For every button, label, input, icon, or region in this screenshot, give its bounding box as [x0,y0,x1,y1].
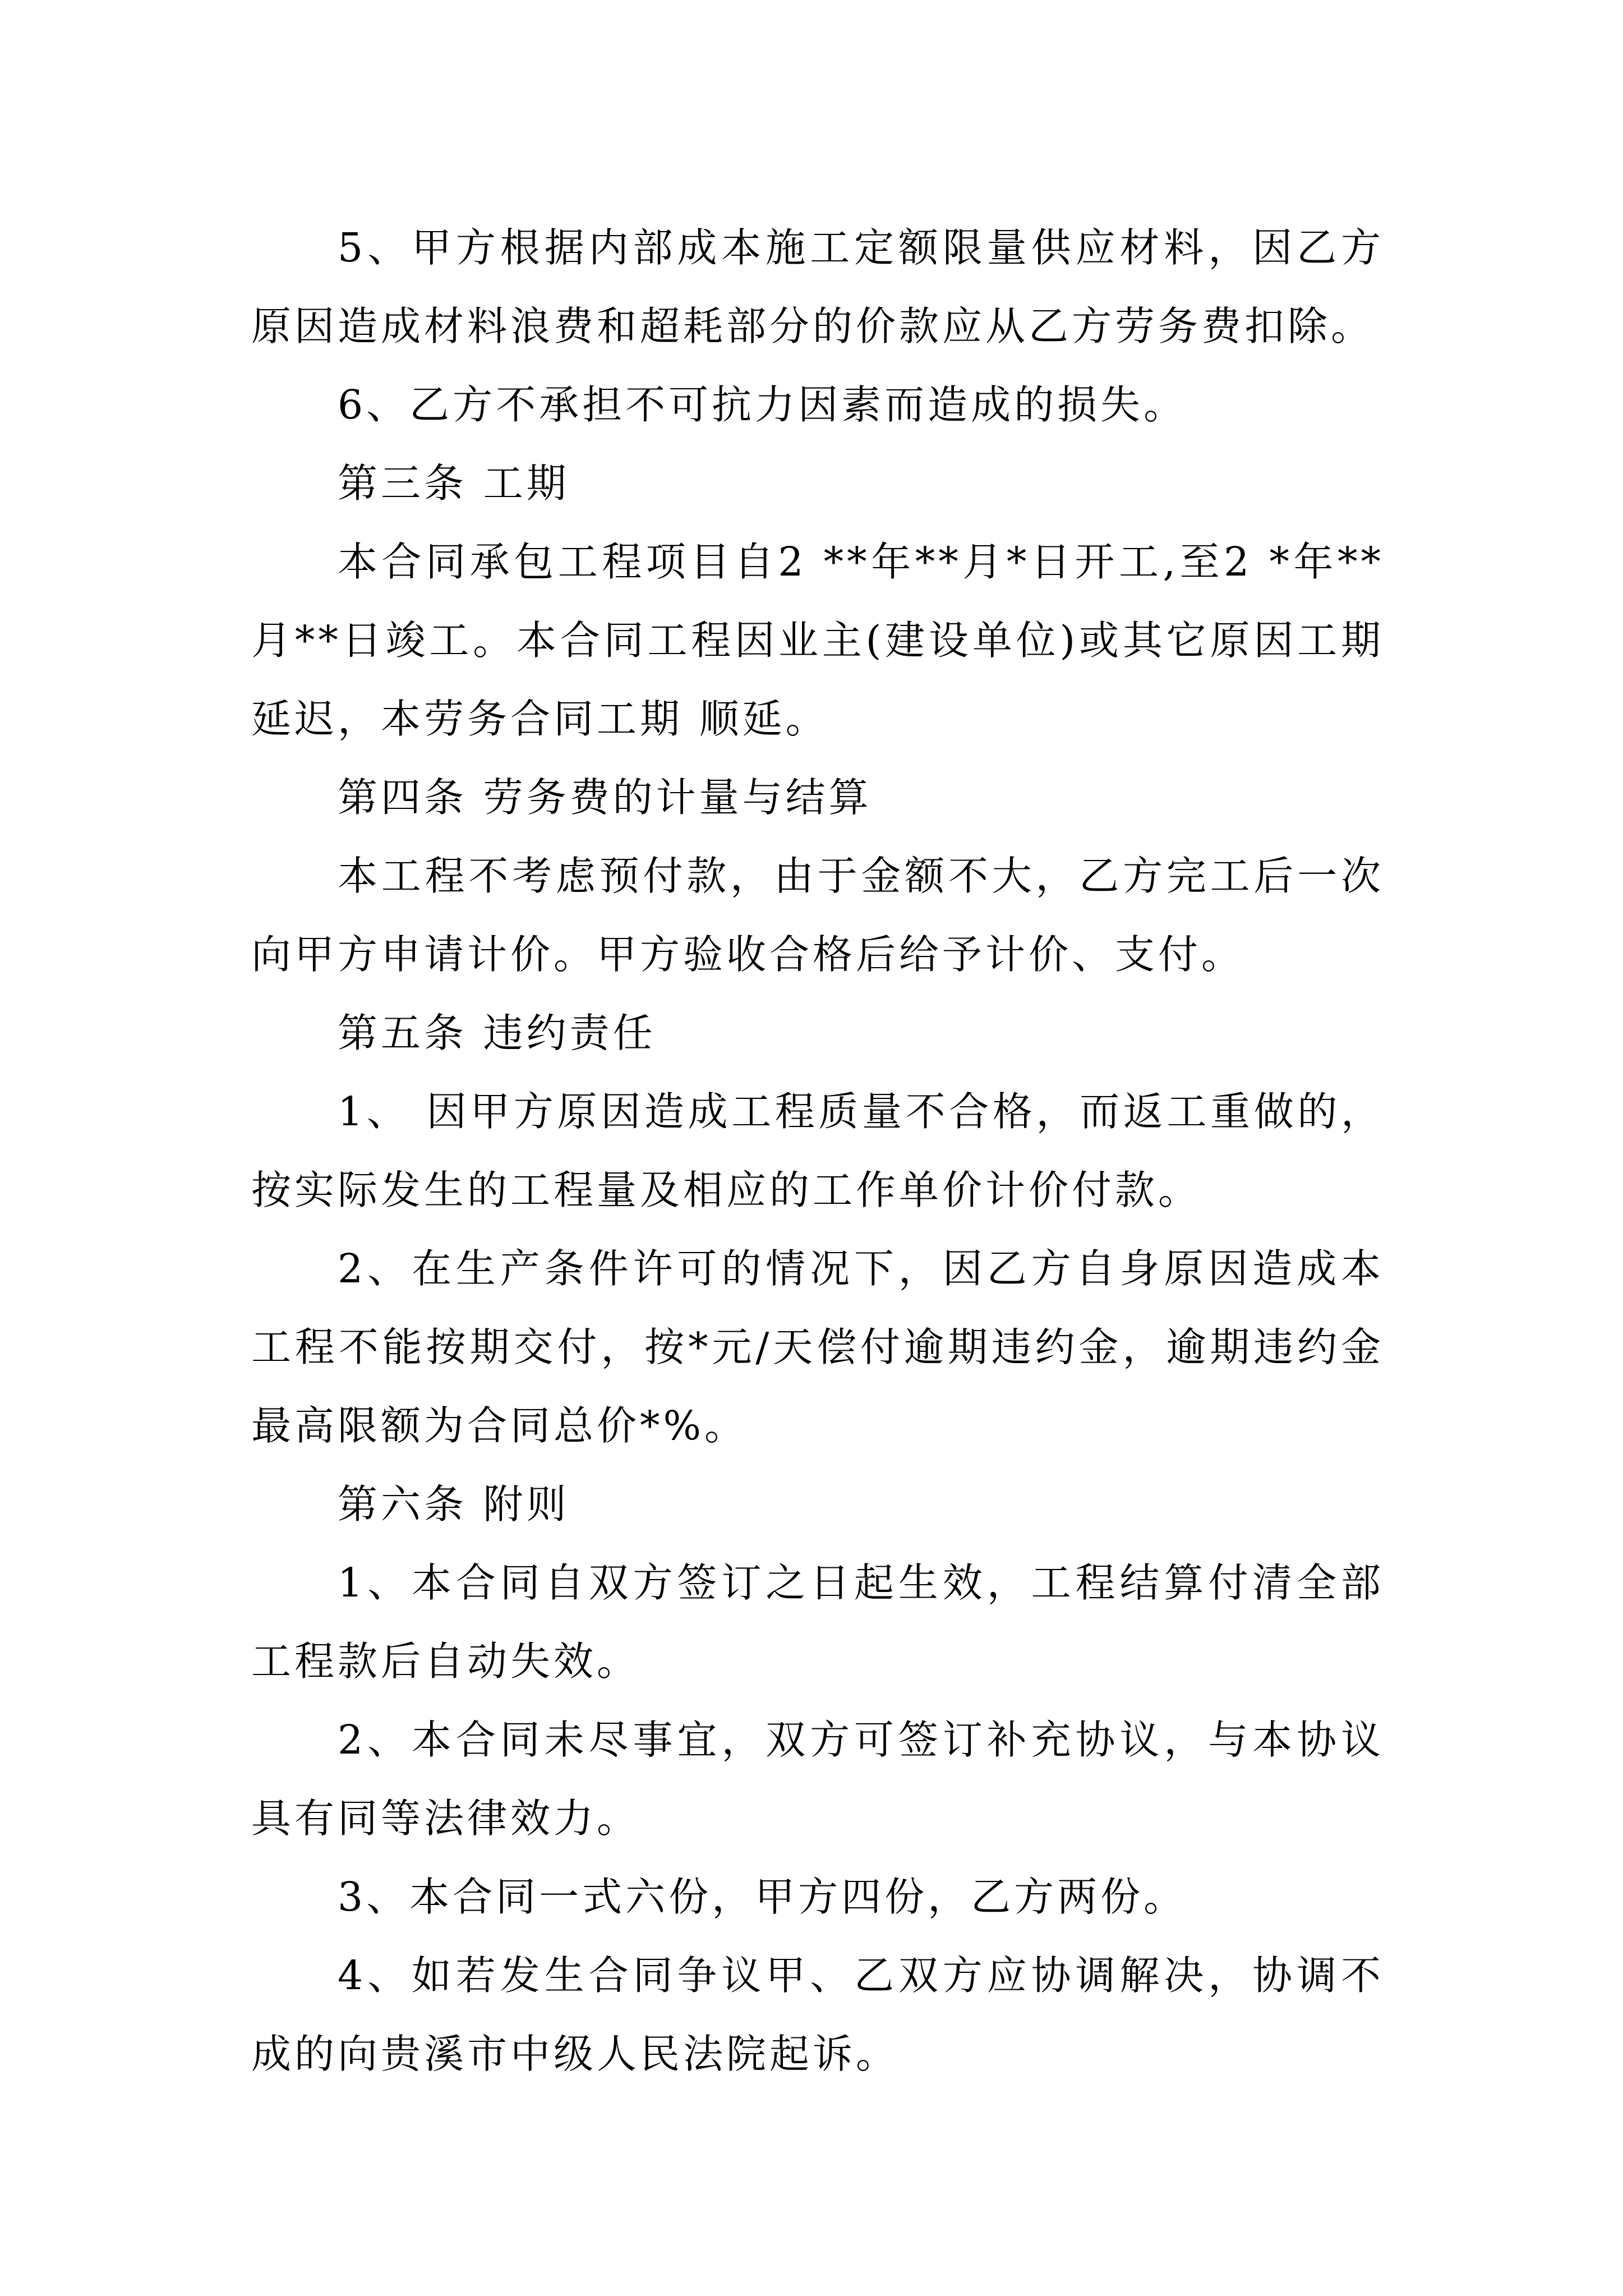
article-5-item-1: 1、 因甲方原因造成工程质量不合格，而返工重做的，按实际发生的工程量及相应的工作单价计价付款。 [251,1088,1384,1213]
article-5-item-2: 2、在生产条件许可的情况下，因乙方自身原因造成本工程不能按期交付，按*元/天偿付逾期违约金，逾期违约金最高限额为合同总价*%。 [251,1245,1384,1449]
clause-5-material-supply: 5、甲方根据内部成本施工定额限量供应材料，因乙方原因造成材料浪费和超耗部分的价款应从乙方劳务费扣除。 [251,224,1384,349]
article-6-item-3: 3、本合同一式六份，甲方四份，乙方两份。 [338,1874,1187,1920]
article-3-heading: 第三条 工期 [338,460,570,507]
document-body [251,209,1384,2093]
article-6-item-2: 2、本合同未尽事宜，双方可签订补充协议，与本协议具有同等法律效力。 [251,1717,1384,1842]
article-5-heading: 第五条 违约责任 [338,1010,656,1056]
article-4-heading: 第四条 劳务费的计量与结算 [338,774,872,821]
clause-6-force-majeure: 6、乙方不承担不可抗力因素而造成的损失。 [338,381,1187,428]
article-6-heading: 第六条 附则 [338,1481,570,1527]
article-6-item-1: 1、本合同自双方签订之日起生效，工程结算付清全部工程款后自动失效。 [251,1559,1384,1685]
article-6-item-4: 4、如若发生合同争议甲、乙双方应协调解决，协调不成的向贵溪市中级人民法院起诉。 [251,1952,1384,2077]
article-3-body: 本合同承包工程项目自2 **年**月*日开工,至2 *年**月**日竣工。本合同工程因业主(建设单位)或其它原因工期延迟，本劳务合同工期 顺延。 [251,539,1384,742]
article-4-body: 本工程不考虑预付款，由于金额不大，乙方完工后一次向甲方申请计价。甲方验收合格后给予计价、支付。 [251,853,1384,978]
